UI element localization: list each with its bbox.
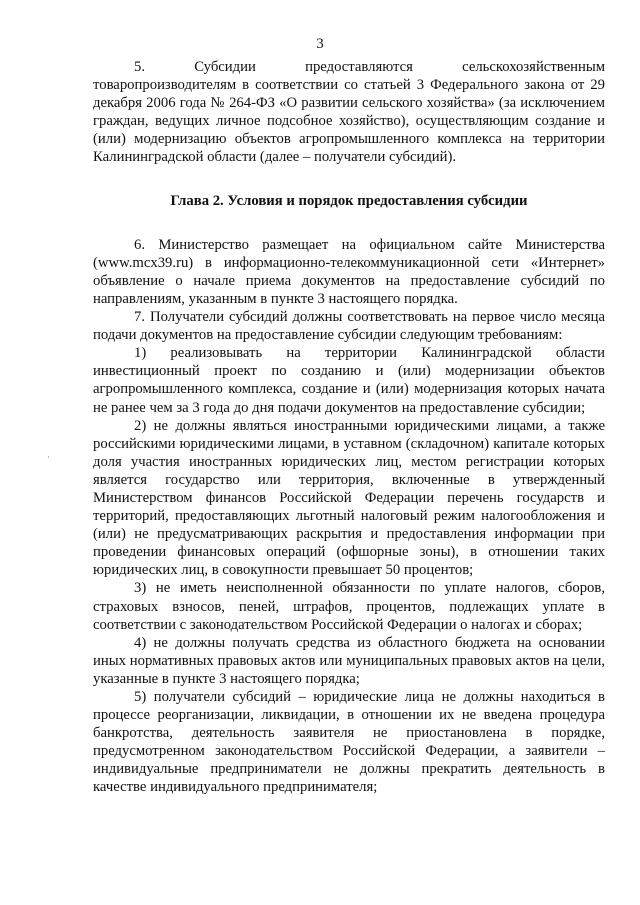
requirement-item-2: 2) не должны являться иностранными юридическими лицами, а также российскими юридическими лицами, в уставном (складочном) капитале которых доля участия иностранных юридических лиц, местом регистрации которых является государство или территория, включенные в утвержденный Министерством финансов Российской Федерации перечень государств и территорий, предоставляющих льготный налоговый режим налогообложения и (или) не предусматривающих раскрытия и предоставления информации при проведении финансовых операций (офшорные зоны), в отношении таких юридических лиц, в совокупности превышает 50 процентов;: [93, 417, 605, 579]
requirement-item-5: 5) получатели субсидий – юридические лица не должны находиться в процессе реорганизации, ликвидации, в отношении их не введена процедура банкротства, деятельность заявителя не приостановлена в порядке, предусмотренном законодательством Российской Федерации, а заявители – индивидуальные предприниматели не должны прекратить деятельность в качестве индивидуального предпринимателя;: [93, 689, 605, 796]
requirement-item-4: 4) не должны получать средства из областного бюджета на основании иных нормативных правовых актов или муниципальных правовых актов на цели, указанные в пункте 3 настоящего порядка;: [93, 634, 605, 687]
chapter-heading: Глава 2. Условия и порядок предоставления субсидии: [170, 192, 528, 209]
requirement-item-3: 3) не иметь неисполненной обязанности по уплате налогов, сборов, страховых взносов, пеней, штрафов, процентов, подлежащих уплате в соответствии с законодательством Российской Федерации о налогах и сборах;: [93, 580, 605, 633]
requirement-item-1: 1) реализовывать на территории Калининградской области инвестиционный проект по созданию и (или) модернизации объектов агропромышленного комплекса, создание и (или) модернизация которых начата не ранее чем за 3 года до дня подачи документов на предоставление субсидии;: [93, 345, 605, 416]
paragraph-7: 7. Получатели субсидий должны соответствовать на первое число месяца подачи документов на предоставление субсидии следующим требованиям:: [93, 309, 605, 344]
page-number: 3: [316, 36, 324, 52]
paragraph-5: 5. Субсидии предоставляются сельскохозяйственным товаропроизводителям в соответствии со статьей 3 Федерального закона от 29 декабря 2006 года № 264-ФЗ «О развитии сельского хозяйства» (за исключением граждан, ведущих личное подсобное хозяйство), осуществляющим создание и (или) модернизацию объектов агропромышленного комплекса на территории Калининградской области (далее – получатели субсидий).: [93, 59, 605, 166]
margin-mark: ·: [47, 452, 50, 462]
paragraph-6: 6. Министерство размещает на официальном сайте Министерства (www.mcx39.ru) в информационно-телекоммуникационной сети «Интернет» объявление о начале приема документов на предоставление субсидий по направлениям, указанным в пункте 3 настоящего порядка.: [93, 236, 605, 307]
document-body: [93, 58, 605, 797]
